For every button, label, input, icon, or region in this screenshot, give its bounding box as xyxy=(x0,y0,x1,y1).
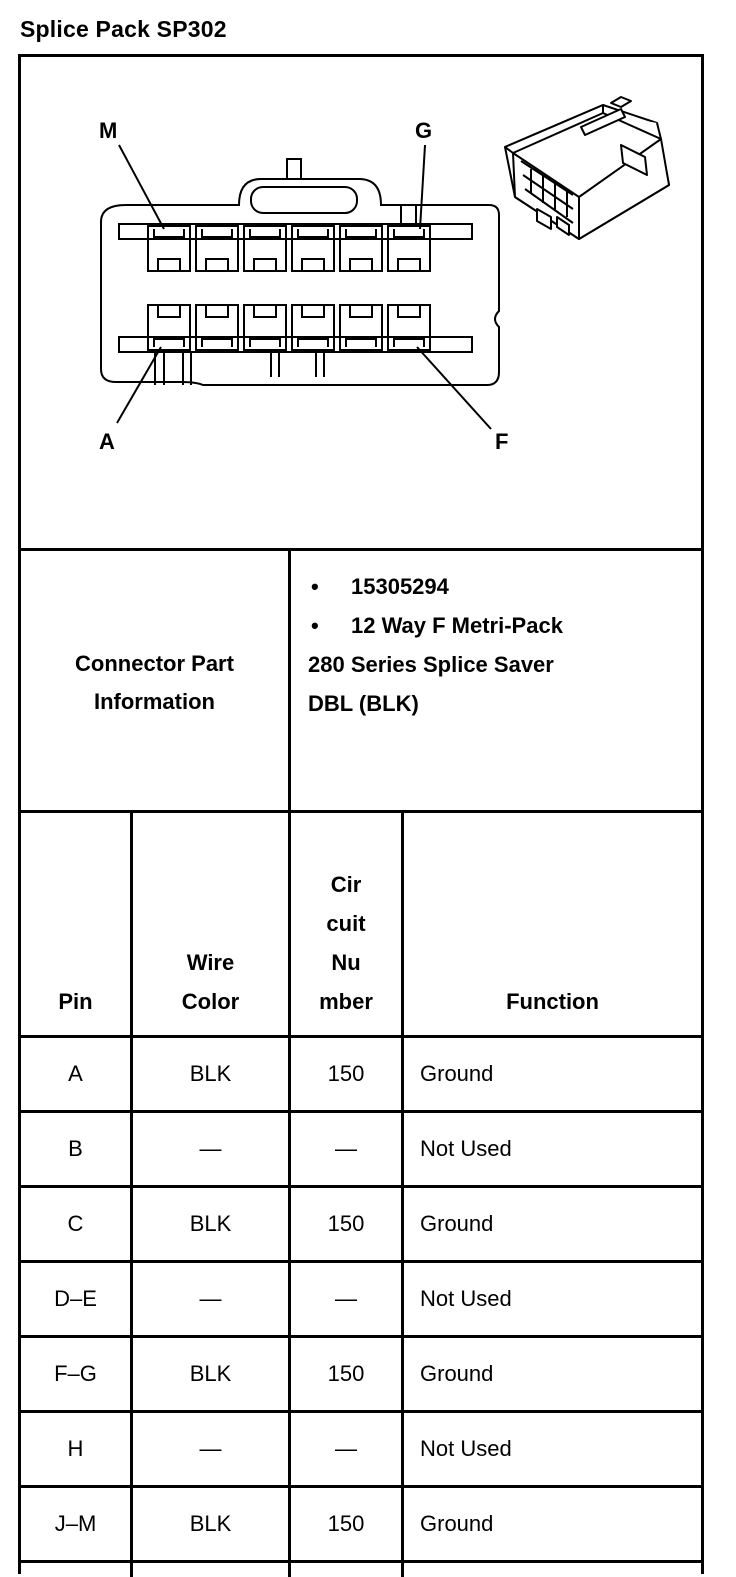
pin-label-m: M xyxy=(99,118,118,143)
table-cell-circuit: 150 xyxy=(327,1061,365,1086)
table-cell-wire: BLK xyxy=(189,1211,232,1236)
connector-part-info-value xyxy=(308,567,698,723)
table-cell-wire: BLK xyxy=(189,1061,232,1086)
latch-tab-shape xyxy=(287,159,301,179)
table-cell-function: Ground xyxy=(420,1511,494,1536)
column-header-pin xyxy=(21,813,130,1035)
header-pin-text: Pin xyxy=(58,989,93,1014)
table-cell-circuit: — xyxy=(335,1136,357,1161)
table-cell-function: Not Used xyxy=(420,1136,512,1161)
table-cell-function: Not Used xyxy=(420,1286,512,1311)
leader-line-m xyxy=(119,145,164,229)
header-circuit-text-2: cuit xyxy=(326,911,366,936)
column-header-circuit-number xyxy=(291,813,401,1035)
column-header-wire-color xyxy=(133,813,288,1035)
pin-label-a: A xyxy=(99,429,115,454)
table-cell-circuit: 150 xyxy=(327,1511,365,1536)
table-cell-pin: J–M xyxy=(54,1511,97,1536)
connector-desc-line1: 280 Series Splice Saver xyxy=(308,652,554,677)
pin-label-f: F xyxy=(495,429,509,454)
table-cell-function: Ground xyxy=(420,1211,494,1236)
table-cell-wire: — xyxy=(199,1286,222,1311)
table-cell-circuit: — xyxy=(335,1286,357,1311)
table-cell-function: Ground xyxy=(420,1361,494,1386)
table-cell-circuit: 150 xyxy=(327,1211,365,1236)
table-cell-pin: D–E xyxy=(54,1286,97,1311)
header-wire-text: Wire xyxy=(186,950,235,975)
top-cavity-row-shape xyxy=(148,226,430,271)
leader-line-f xyxy=(417,347,491,429)
divider xyxy=(21,1560,701,1563)
part-number: 15305294 xyxy=(351,574,449,599)
page-title: Splice Pack SP302 xyxy=(20,16,227,42)
divider xyxy=(21,548,701,551)
table-cell-wire: BLK xyxy=(189,1511,232,1536)
table-cell-circuit: 150 xyxy=(327,1361,365,1386)
latch-window-shape xyxy=(251,187,357,213)
connector-table xyxy=(18,54,704,1574)
connector-3d-illustration xyxy=(505,97,669,239)
connector-diagram xyxy=(21,57,701,551)
connector-part-info-label xyxy=(21,554,288,811)
table-cell-function: Not Used xyxy=(420,1436,512,1461)
table-cell-pin: F–G xyxy=(54,1361,97,1386)
column-header-function xyxy=(404,813,701,1035)
table-cell-pin: A xyxy=(68,1061,83,1086)
table-cell-wire: BLK xyxy=(189,1361,232,1386)
divider xyxy=(288,551,291,813)
info-label-line2: Information xyxy=(93,688,215,714)
table-cell-circuit: — xyxy=(335,1436,357,1461)
leader-line-g xyxy=(420,145,425,229)
bottom-cavity-row-shape xyxy=(148,305,430,350)
connector-desc-line2: DBL (BLK) xyxy=(308,691,419,716)
connector-outline-shape xyxy=(101,179,499,385)
table-cell-pin: H xyxy=(67,1436,84,1461)
header-function-text: Function xyxy=(506,989,599,1014)
table-cell-pin: B xyxy=(68,1136,83,1161)
part-number-bullet xyxy=(308,567,698,606)
table-cell-wire: — xyxy=(199,1436,222,1461)
table-cell-pin: C xyxy=(67,1211,84,1236)
table-cell-wire: — xyxy=(199,1136,222,1161)
bullet-icon: • xyxy=(311,574,319,599)
connector-type: 12 Way F Metri-Pack xyxy=(351,613,563,638)
header-circuit-text-4: mber xyxy=(319,989,373,1014)
header-color-text: Color xyxy=(181,989,240,1014)
table-cell-function: Ground xyxy=(420,1061,494,1086)
header-circuit-text-1: Cir xyxy=(330,872,362,897)
pin-label-g: G xyxy=(415,118,433,143)
connector-type-bullet xyxy=(308,606,698,645)
header-circuit-text-3: Nu xyxy=(331,950,361,975)
bullet-icon: • xyxy=(311,613,319,638)
info-label-line1: Connector Part xyxy=(75,650,234,676)
